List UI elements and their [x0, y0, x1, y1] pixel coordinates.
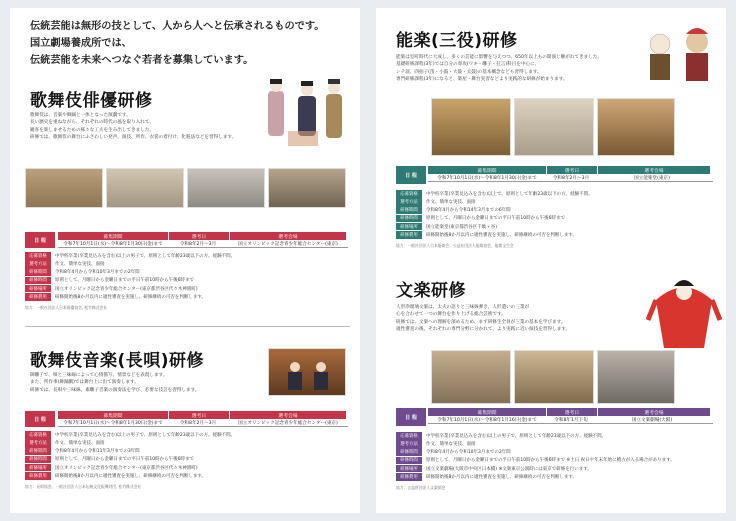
schedule-header: 選考会場 — [230, 411, 346, 419]
bunraku-credit: 協力：公益財団法人文楽協会 — [396, 485, 446, 490]
detail-label: 研修場所 — [396, 465, 422, 473]
detail-label: 応募資格 — [396, 432, 422, 440]
detail-text: 令和8年4月から令和10年3月までの2年間 — [426, 450, 511, 456]
detail-row — [396, 206, 716, 214]
schedule-value: 国立オリンピック記念青少年総合センター(東京) — [238, 420, 338, 426]
desc-line: 研修では、歌舞伎の舞台にふさわしい発声、演技、所作、衣裳の着付け、化粧法などを習得します。 — [30, 135, 237, 141]
detail-row — [25, 293, 350, 301]
bunraku-training-photo — [514, 350, 594, 404]
schedule-header: 選考日 — [169, 232, 229, 240]
schedule-value: 令和7年10月1日(水)～令和8年1月30日(金)まで — [437, 175, 537, 181]
detail-label: 選考方法 — [25, 439, 51, 447]
nohgaku-training-photo — [514, 98, 594, 156]
nagauta-performance-photo — [268, 348, 346, 396]
schedule-header: 選考日 — [547, 166, 597, 174]
detail-text: 原則として、月曜日から金曜日までの平日午前10時から午後6時まで ※土日 祝日や年末年始に稽古が入る場合があります。 — [426, 458, 675, 464]
schedule-tag: 日 程 — [25, 411, 55, 427]
nohgaku-training-photo — [597, 98, 675, 156]
kabuki-training-photo — [268, 168, 346, 208]
detail-row — [396, 223, 716, 231]
detail-label: 研修期間 — [396, 206, 422, 214]
detail-label: 応募資格 — [396, 190, 422, 198]
detail-text: 原則として、月曜日から金曜日までの平日午前10時から午後6時まで — [55, 457, 194, 463]
section-divider — [25, 326, 350, 327]
schedule-header: 募集期間 — [428, 166, 546, 174]
detail-row — [396, 448, 716, 456]
detail-text: 研修開始後8か月以内に適性審査を実施し、研修継続の可否を判断します。 — [55, 473, 207, 479]
intro-text — [30, 18, 350, 69]
detail-row — [396, 432, 716, 440]
detail-text: 研修開始後8か月以内に適性審査を実施し、研修継続の可否を判断します。 — [426, 474, 578, 480]
schedule-value: 令和7年10月1日(水)～令和8年1月16日(金)まで — [437, 417, 537, 423]
detail-label: 応募資格 — [25, 252, 51, 260]
schedule-header: 選考会場 — [230, 232, 346, 240]
detail-label: 研修時間 — [25, 277, 51, 285]
schedule-value: 令和8年2月～3月 — [179, 241, 217, 247]
schedule-tag: 日 程 — [25, 232, 55, 248]
desc-line: また、所作事(舞踊劇)では舞台上に出て演奏します。 — [30, 380, 139, 386]
desc-line: 心を合わせて一つの舞台を作り上げる総合芸術です。 — [396, 312, 506, 318]
detail-text: 中学校卒業(卒業見込みを含む)以上の男子で、原則として年齢23歳以下の方。経験不問。 — [55, 253, 236, 259]
kabuki-training-photo — [25, 168, 103, 208]
detail-label: 選考方法 — [396, 440, 422, 448]
schedule-value: 令和7年10月1日(水)～令和8年1月30日(金)まで — [63, 241, 163, 247]
detail-text: 令和8年4月から令和11年3月までの3年間 — [55, 449, 140, 455]
desc-line: 専門研修課程(3年)になると、楽屋・舞台実習などより実践的な研修が始まります。 — [396, 77, 568, 83]
schedule-value: 国立オリンピック記念青少年総合センター(東京) — [238, 241, 338, 247]
schedule-value: 令和8年2月～3月 — [552, 175, 590, 181]
detail-text: 国立オリンピック記念青少年総合センター(東京都渋谷区代々木神園町) — [55, 465, 198, 471]
desc-line: 観客を楽しませるための様々な工夫を生み出してきました。 — [30, 127, 155, 133]
detail-row — [25, 447, 350, 455]
detail-label: 研修場所 — [25, 464, 51, 472]
detail-row — [25, 277, 350, 285]
detail-label: 研修期間 — [25, 447, 51, 455]
detail-label: 研修時間 — [396, 215, 422, 223]
detail-label: 研修場所 — [25, 285, 51, 293]
detail-label: 選考方法 — [396, 198, 422, 206]
detail-text: 作文、簡単な実技、面接 — [426, 441, 476, 447]
bunraku-title: 文楽研修 — [396, 281, 466, 301]
nohgaku-description — [396, 54, 646, 84]
kabuki-training-photo — [187, 168, 265, 208]
schedule-value: 国立能楽堂(東京) — [634, 175, 670, 181]
schedule-tag: 日 程 — [396, 166, 426, 184]
kabuki-details — [25, 252, 350, 301]
kabuki-schedule — [58, 232, 348, 248]
detail-label: 研修費用 — [25, 293, 51, 301]
nohgaku-schedule — [428, 166, 713, 182]
schedule-header: 選考会場 — [598, 408, 710, 416]
desc-line: 能楽は室町時代に大成し、多くの芸能に影響を与えつつ、650年以上もの間演じ継がれてきました。 — [396, 55, 603, 60]
kabuki-training-photo — [106, 168, 184, 208]
nohgaku-credit: 協力：一般社団法人日本能楽会、公益社団法人能楽協会、能楽宝生会 — [396, 243, 514, 248]
detail-text: 令和8年4月から令和14年3月までの6年間 — [426, 208, 511, 214]
bunraku-details — [396, 432, 716, 481]
nagauta-schedule — [58, 411, 348, 427]
nagauta-details — [25, 431, 350, 480]
detail-text: 研修開始後8か月以内に適性審査を実施し、研修継続の可否を判断します。 — [55, 294, 207, 300]
detail-text: 中学校卒業(卒業見込みを含む)以上の男子で、原則として年齢23歳以下の方。経験不問。 — [426, 433, 607, 439]
right-page — [376, 8, 726, 513]
schedule-header: 募集期間 — [428, 408, 546, 416]
detail-label: 研修費用 — [396, 473, 422, 481]
detail-row — [396, 215, 716, 223]
nohgaku-training-photo — [431, 98, 511, 156]
detail-row — [25, 456, 350, 464]
schedule-tag: 日 程 — [396, 408, 426, 426]
detail-text: 作文、簡単な実技、面接 — [426, 199, 476, 205]
desc-line: 長い歴史を重ねながら、それぞれの時代の風を取り入れて、 — [30, 120, 154, 126]
schedule-value: 令和7年10月1日(水)～令和8年1月30日(金)まで — [63, 420, 163, 426]
detail-row — [396, 190, 716, 198]
detail-text: 令和8年4月から令和10年3月までの2年間 — [55, 270, 140, 276]
intro-line: 国立劇場養成所では、 — [30, 38, 132, 49]
desc-line: シテ謡、四拍子(笛・小鼓・大鼓・太鼓)の基本概念なども習得します。 — [396, 69, 542, 75]
schedule-header: 選考日 — [169, 411, 229, 419]
bunraku-description — [396, 304, 646, 334]
bunraku-training-photo — [597, 350, 675, 404]
detail-row — [25, 439, 350, 447]
bunraku-schedule — [428, 408, 713, 424]
bunraku-training-photo — [431, 350, 511, 404]
detail-label: 研修時間 — [25, 456, 51, 464]
schedule-header: 選考日 — [547, 408, 597, 416]
detail-text: 国立オリンピック記念青少年総合センター(東京都渋谷区代々木神園町) — [55, 286, 198, 292]
schedule-value: 令和8年2月～3月 — [179, 420, 217, 426]
detail-row — [25, 252, 350, 260]
detail-text: 国立文楽劇場(大阪市中央区日本橋) ※文楽東京公演時には東京で研修を行います。 — [426, 466, 592, 472]
desc-line: 御囃子で、唄と三味線によって心情描写、情景などを表現します。 — [30, 373, 168, 378]
nagauta-credit: 協力：長唄協会、一般社団法人日本伝統文化振興財団, 松竹株式会社 — [25, 484, 142, 489]
detail-row — [25, 431, 350, 439]
nohgaku-details — [396, 190, 716, 239]
detail-row — [396, 231, 716, 239]
detail-row — [396, 440, 716, 448]
nagauta-description — [30, 372, 260, 394]
detail-row — [25, 260, 350, 268]
desc-line: 歌舞伎は、音楽や舞踊と一体となった演劇です。 — [30, 113, 131, 118]
detail-text: 国立能楽堂(東京都渋谷区千駄ヶ谷) — [426, 224, 498, 230]
kabuki-credit: 協力：一般社団法人日本俳優協会, 松竹株式会社 — [25, 305, 108, 310]
detail-row — [25, 472, 350, 480]
schedule-header: 募集期間 — [58, 232, 168, 240]
detail-text: 中学校卒業(卒業見込みを含む)以上で、原則として年齢23歳以下の方。経験不問。 — [426, 191, 593, 197]
nohgaku-title: 能楽(三役)研修 — [396, 31, 518, 51]
kabuki-actors-illustration — [258, 76, 358, 156]
detail-text: 研修開始後8か月以内に適性審査を実施し、研修継続の可否を判断します。 — [426, 232, 578, 238]
detail-row — [396, 198, 716, 206]
detail-row — [25, 464, 350, 472]
detail-row — [396, 473, 716, 481]
noh-masks-illustration — [642, 22, 722, 84]
detail-text: 原則として、月曜日から金曜日までの平日午前10時から午後6時まで — [55, 278, 194, 284]
schedule-header: 選考会場 — [598, 166, 710, 174]
desc-line: 基礎研修課程(3年)では自分の専攻(ワキ・囃子・狂言)科目を中心に、 — [396, 62, 540, 68]
intro-line: 伝統芸能は無形の技として、人から人へと伝承されるものです。 — [30, 21, 325, 32]
detail-row — [25, 268, 350, 276]
intro-line: 伝統芸能を未来へつなぐ若者を募集しています。 — [30, 55, 254, 66]
detail-text: 作文、簡単な実技、面接 — [55, 440, 105, 446]
desc-line: 適性審査の後、それぞれの専門分野に分かれて、より実践に近い演技を習得します。 — [396, 327, 571, 333]
desc-line: 人形浄瑠璃文楽は、太夫の語りと三味線弾き、人形遣いの三業が — [396, 305, 530, 310]
detail-label: 研修期間 — [25, 268, 51, 276]
schedule-header: 募集期間 — [58, 411, 168, 419]
detail-label: 研修時間 — [396, 457, 422, 465]
left-page — [10, 8, 360, 513]
detail-label: 研修費用 — [25, 472, 51, 480]
schedule-value: 令和8年1月下旬 — [554, 417, 588, 423]
kabuki-title: 歌舞伎俳優研修 — [30, 91, 153, 111]
detail-text: 作文、簡単な実技、面接 — [55, 261, 105, 267]
desc-line: 研修では、長唄や三味線、素囃子音楽の演奏法を学び、必要な技芸を習得します。 — [30, 387, 200, 393]
detail-label: 研修期間 — [396, 448, 422, 456]
kabuki-description — [30, 112, 255, 142]
detail-label: 選考方法 — [25, 260, 51, 268]
schedule-value: 国立文楽劇場(大阪) — [631, 417, 673, 423]
detail-row — [25, 285, 350, 293]
detail-label: 応募資格 — [25, 431, 51, 439]
detail-row — [396, 465, 716, 473]
detail-label: 研修場所 — [396, 223, 422, 231]
nagauta-title: 歌舞伎音楽(長唄)研修 — [30, 351, 205, 371]
detail-label: 研修費用 — [396, 231, 422, 239]
detail-row — [396, 457, 716, 465]
bunraku-puppet-illustration — [646, 270, 722, 350]
detail-text: 原則として、月曜日から金曜日までの平日午前10時から午後6時まで — [426, 216, 565, 222]
desc-line: 研修では、文楽への理解を深めるため、まず研修生全員が三業の基本を学びます。 — [396, 319, 566, 325]
detail-text: 中学校卒業(卒業見込みを含む)以上の男子で、原則として年齢23歳以下の方。経験不問。 — [55, 432, 236, 438]
